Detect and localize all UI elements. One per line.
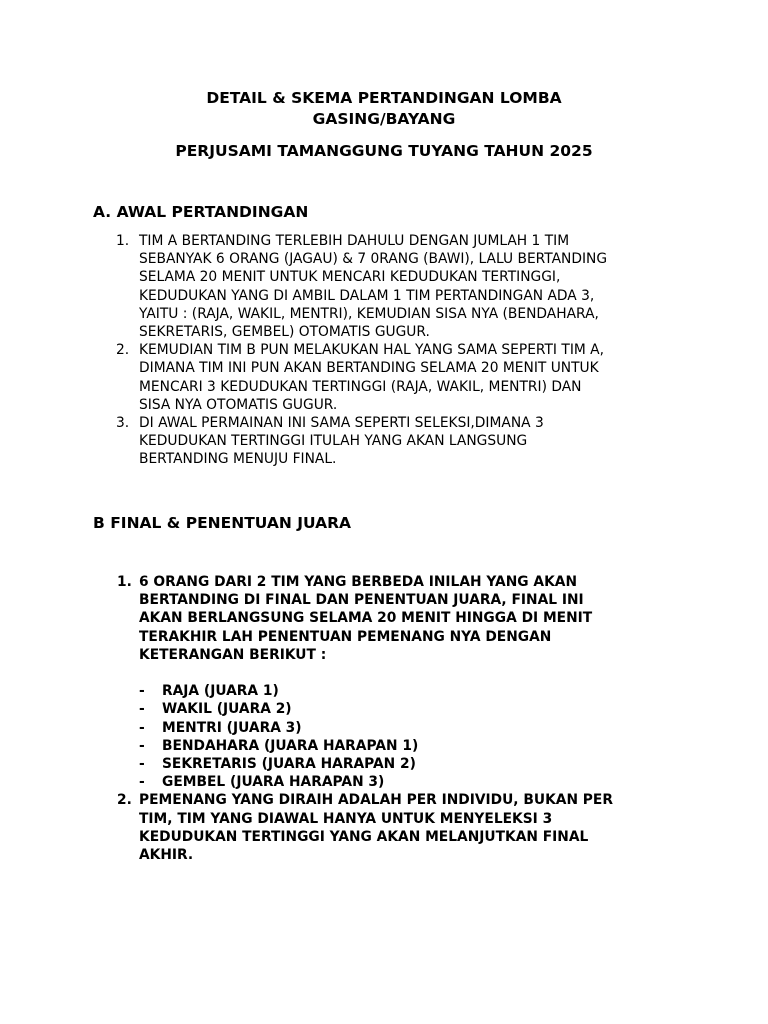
list-item: [0, 341, 679, 414]
title-line-2: GASING/BAYANG: [312, 110, 456, 128]
item-number: 2.: [116, 342, 130, 359]
item-line: DI AWAL PERMAINAN INI SAMA SEPERTI SELEKSI,DIMANA 3: [139, 415, 544, 432]
item-number: 1.: [116, 233, 130, 249]
winner-item: [139, 737, 684, 755]
winner-text: WAKIL (JUARA 2): [162, 701, 292, 718]
winner-text: RAJA (JUARA 1): [162, 683, 279, 700]
item-line: TERAKHIR LAH PENENTUAN PEMENANG NYA DENGAN: [139, 628, 552, 645]
item-line: SELAMA 20 MENIT UNTUK MENCARI KEDUDUKAN TERTINGGI,: [139, 269, 561, 286]
list-item: [0, 791, 684, 864]
item-line: TIM, TIM YANG DIAWAL HANYA UNTUK MENYELEKSI 3: [139, 810, 553, 827]
winner-list: [139, 682, 684, 791]
item-line: KEDUDUKAN TERTINGGI ITULAH YANG AKAN LANGSUNG: [139, 433, 528, 450]
winner-item: [139, 719, 684, 737]
winner-item: [139, 755, 684, 773]
item-line: DIMANA TIM INI PUN AKAN BERTANDING SELAMA 20 MENIT UNTUK: [139, 360, 599, 377]
dash-bullet: -: [139, 683, 145, 700]
item-line: YAITU : (RAJA, WAKIL, MENTRI), KEMUDIAN SISA NYA (BENDAHARA,: [139, 305, 599, 322]
item-number: 3.: [116, 415, 130, 432]
item-line: BERTANDING MENUJU FINAL.: [139, 451, 337, 468]
item-line: SEKRETARIS, GEMBEL) OTOMATIS GUGUR.: [139, 324, 430, 341]
item-number: 2.: [117, 792, 132, 809]
item-line: AKHIR.: [139, 847, 194, 864]
dash-bullet: -: [139, 719, 145, 736]
winner-item: [139, 773, 684, 791]
dash-bullet: -: [139, 774, 145, 791]
winner-text: SEKRETARIS (JUARA HARAPAN 2): [162, 756, 416, 773]
item-line: PEMENANG YANG DIRAIH ADALAH PER INDIVIDU, BUKAN PER: [139, 792, 613, 809]
item-line: BERTANDING DI FINAL DAN PENENTUAN JUARA, FINAL INI: [139, 592, 584, 609]
item-line: SISA NYA OTOMATIS GUGUR.: [139, 396, 338, 413]
item-line: SEBANYAK 6 ORANG (JAGAU) & 7 0RANG (BAWI), LALU BERTANDING: [139, 251, 608, 268]
item-number: 1.: [117, 574, 132, 590]
item-line: KETERANGAN BERIKUT :: [139, 646, 327, 663]
item-line: KEDUDUKAN YANG DI AMBIL DALAM 1 TIM PERTANDINGAN ADA 3,: [139, 287, 595, 304]
winner-text: MENTRI (JUARA 3): [162, 719, 302, 736]
document-subtitle: PERJUSAMI TAMANGGUNG TUYANG TAHUN 2025: [175, 142, 593, 160]
winner-text: BENDAHARA (JUARA HARAPAN 1): [162, 737, 419, 754]
item-line: MENCARI 3 KEDUDUKAN TERTINGGI (RAJA, WAKIL, MENTRI) DAN: [139, 378, 582, 395]
winner-item: [139, 700, 684, 718]
list-item: [0, 414, 679, 469]
dash-bullet: -: [139, 701, 145, 718]
dash-bullet: -: [139, 737, 145, 754]
item-line: KEMUDIAN TIM B PUN MELAKUKAN HAL YANG SAMA SEPERTI TIM A,: [139, 342, 604, 359]
list-item: [0, 232, 679, 341]
item-line: AKAN BERLANGSUNG SELAMA 20 MENIT HINGGA DI MENIT: [139, 610, 593, 627]
winner-text: GEMBEL (JUARA HARAPAN 3): [162, 774, 385, 791]
document-title: [0, 88, 768, 130]
list-item: [0, 573, 684, 791]
section-a-heading: A. AWAL PERTANDINGAN: [93, 203, 309, 221]
dash-bullet: -: [139, 756, 145, 773]
blank-line: [139, 664, 684, 682]
item-line: TIM A BERTANDING TERLEBIH DAHULU DENGAN JUMLAH 1 TIM: [139, 233, 570, 249]
section-b-list: [0, 573, 684, 864]
title-line-1: DETAIL & SKEMA PERTANDINGAN LOMBA: [206, 89, 562, 107]
item-line: KEDUDUKAN TERTINGGI YANG AKAN MELANJUTKAN FINAL: [139, 828, 589, 845]
section-b-heading: B FINAL & PENENTUAN JUARA: [93, 514, 352, 532]
winner-item: [139, 682, 684, 700]
item-line: 6 ORANG DARI 2 TIM YANG BERBEDA INILAH YANG AKAN: [139, 574, 577, 590]
section-a-list: [0, 232, 679, 469]
